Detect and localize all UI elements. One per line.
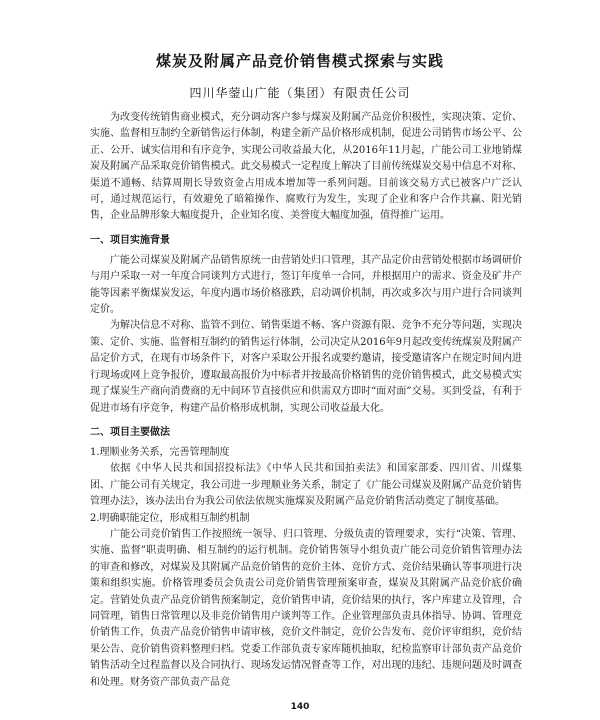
body-paragraph: 广能公司竞价销售工作按照统一领导、归口管理、分级负责的管理要求，实行“决策、管理、实施、监督”职责明确、相互制约的运行机制。竞价销售领导小组负责广能公司竞价销售管理办法的审查和修改，对煤炭及其附属产品竞价销售的竞价主体、竞价方式、竞价结果确认等事项进行决策和组织实施。价格管理委员会负责公司竞价销售管理预案审查，煤炭及其附属产品竞价底价确定。营销处负责产品竞价销售预案制定，竞价销售申请，竞价结果的执行，客户库建立及管理，合同管理，销售日常管理以及非竞价销售用户谈判等工作。企业管理部负责具体指导、协调、管理竞价销售工作，负责产品竞价销售申请审核，竞价文件制定，竞价公告发布、竞价评审组织，竞价结果公告、竞价销售资料整理归档。党委工作部负责专家库随机抽取，纪检监察审计部负责产品竞价销售活动全过程监督以及合同执行、现场发运情况督查等工作，对出现的违纪、违规问题及时调查和处理。财务资产部负责产品竞 <box>90 528 522 688</box>
subsection-heading: 2.明确职能定位，形成相互制约机制 <box>90 512 250 524</box>
section-heading: 一、项目实施背景 <box>90 234 170 246</box>
section-heading: 二、项目主要做法 <box>90 426 170 438</box>
page-number: 140 <box>290 702 310 712</box>
section-background <box>90 233 522 417</box>
document-body <box>90 110 522 691</box>
body-paragraph: 为解决信息不对称、监管不到位、销售渠道不畅、客户资源有限、竞争不充分等问题，实现决策、定价、实施、监督相互制约的销售运行体制，公司决定从2016年9月起改变传统煤炭及附属产品定价方式，在现有市场条件下，对客户采取公开报名或要约邀请，接受邀请客户在规定时间内进行现场或网上竞争报价，遵取最高报价为中标者并按最高价格销售的竞价销售模式，此交易模式实现了煤炭生产商向消费商的无中间环节直接供应和供需双方即时“面对面”交易。买到受益，有利于促进市场有序竞争，构建产品价格形成机制，实现公司收益最大化。 <box>90 320 522 414</box>
document-title: 煤炭及附属产品竞价销售模式探索与实践 <box>155 52 444 70</box>
organization-name: 四川华蓥山广能（集团）有限责任公司 <box>189 86 411 100</box>
body-paragraph: 广能公司煤炭及附属产品销售原统一由营销处归口管理，其产品定价由营销处根据市场调研价与用户采取一对一年度合同谈判方式进行，签订年度单一合同，并根据用户的需求、资金及矿井产能等因素平衡煤炭发运，年度内遇市场价格涨跌，启动调价机制，再次或多次与用户进行合同谈判定价。 <box>90 254 522 316</box>
intro-paragraph: 为改变传统销售商业模式，充分调动客户参与煤炭及附属产品竞价积极性，实现决策、定价、实施、监督相互制约全新销售运行体制，构建全新产品价格形成机制，促进公司销售市场公平、公正、公开、诚实信用和有序竞争，实现公司收益最大化，从2016年11月起，广能公司工业地销煤炭及附属产品采取竞价销售模式。此交易模式一定程度上解决了目前传统煤炭交易中信息不对称、渠道不通畅、结算周期长导致资金占用成本增加等一系列问题。目前该交易方式已被客户广泛认可，通过规范运行，有效避免了暗箱操作、腐败行为发生，实现了企业和客户合作共赢、阳光销售，企业品牌形象大幅度提升，企业知名度、美誉度大幅度加强，值得推广运用。 <box>90 112 522 222</box>
body-paragraph: 依据《中华人民共和国招投标法》《中华人民共和国拍卖法》和国家部委、四川省、川煤集团、广能公司有关规定，我公司进一步理顺业务关系，制定了《广能公司煤炭及附属产品竞价销售管理办法》，该办法出台为我公司依法依规实施煤炭及附属产品竞价销售活动奠定了制度基础。 <box>90 463 522 508</box>
subsection-heading: 1.理顺业务关系，完善管理制度 <box>90 446 230 458</box>
section-practices <box>90 425 522 691</box>
